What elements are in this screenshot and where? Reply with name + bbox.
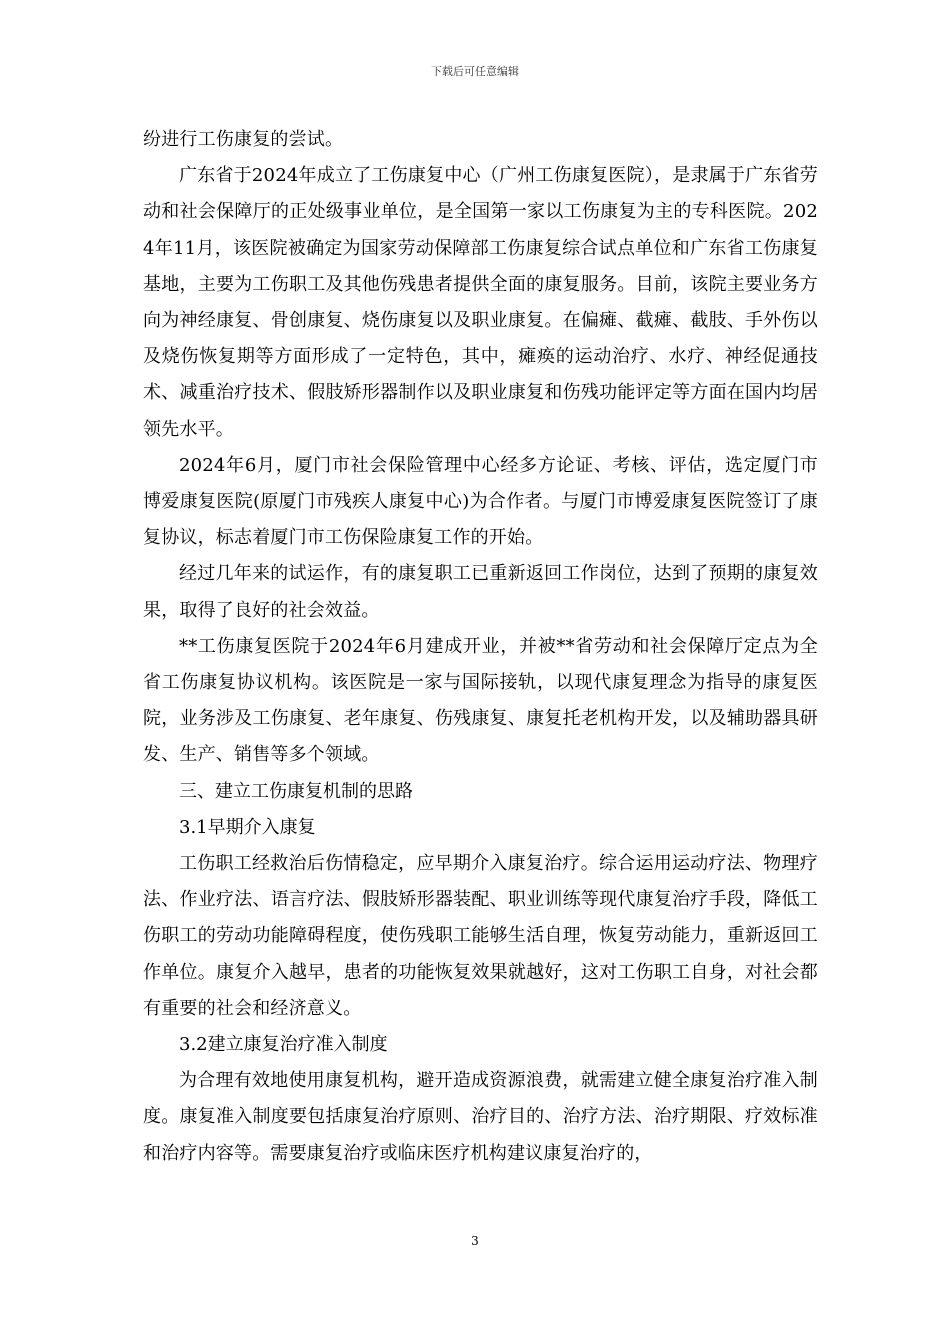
page-header: 下载后可任意编辑 <box>431 65 519 78</box>
subsection-heading-3-2: 3.2建立康复治疗准入制度 <box>179 1034 388 1056</box>
paragraph-early-intervention: 工伤职工经救治后伤情稳定，应早期介入康复治疗。综合运用运动疗法、物理疗法、作业疗法、语言疗法、假肢矫形器装配、职业训练等现代康复治疗手段，降低工伤职工的劳动功能障碍程度，使伤残职工能够生活自理，恢复劳动能力，重新返回工作单位。康复介入越早，患者的功能恢复效果就越好，这对工伤职工自身，对社会都有重要的社会和经济意义。 <box>143 853 818 1019</box>
paragraph-continuation: 纷进行工伤康复的尝试。 <box>143 129 344 150</box>
subsection-heading-3-1: 3.1早期介入康复 <box>179 816 316 838</box>
paragraph-guangdong: 广东省于2024年成立了工伤康复中心（广州工伤康复医院），是隶属于广东省劳动和社会保障厅的正处级事业单位，是全国第一家以工伤康复为主的专科医院。2024年11月，该医院被确定为国家劳动保障部工伤康复综合试点单位和广东省工伤康复基地，主要为工伤职工及其他伤残患者提供全面的康复服务。目前，该院主要业务方向为神经康复、骨创康复、烧伤康复以及职业康复。在偏瘫、截瘫、截肢、手外伤以及烧伤恢复期等方面形成了一定特色，其中，瘫痪的运动治疗、水疗、神经促通技术、减重治疗技术、假肢矫形器制作以及职业康复和伤残功能评定等方面在国内均居领先水平。 <box>143 165 818 440</box>
paragraph-trial-results: 经过几年来的试运作，有的康复职工已重新返回工作岗位，达到了预期的康复效果，取得了良好的社会效益。 <box>143 563 818 621</box>
paragraph-hospital: **工伤康复医院于2024年6月建成开业，并被**省劳动和社会保障厅定点为全省工伤康复协议机构。该医院是一家与国际接轨，以现代康复理念为指导的康复医院，业务涉及工伤康复、老年康复、伤残康复、康复托老机构开发，以及辅助器具研发、生产、销售等多个领域。 <box>143 635 818 766</box>
section-heading-3: 三、建立工伤康复机制的思路 <box>179 780 413 802</box>
paragraph-access-system: 为合理有效地使用康复机构，避开造成资源浪费，就需建立健全康复治疗准入制度。康复准入制度要包括康复治疗原则、治疗目的、治疗方法、治疗期限、疗效标准和治疗内容等。需要康复治疗或临床医疗机构建议康复治疗的， <box>143 1070 818 1164</box>
paragraph-xiamen: 2024年6月，厦门市社会保险管理中心经多方论证、考核、评估，选定厦门市博爱康复医院(原厦门市残疾人康复中心)为合作者。与厦门市博爱康复医院签订了康复协议，标志着厦门市工伤保险康复工作的开始。 <box>143 454 818 549</box>
document-body <box>143 122 818 1172</box>
page-number: 3 <box>471 1234 479 1248</box>
